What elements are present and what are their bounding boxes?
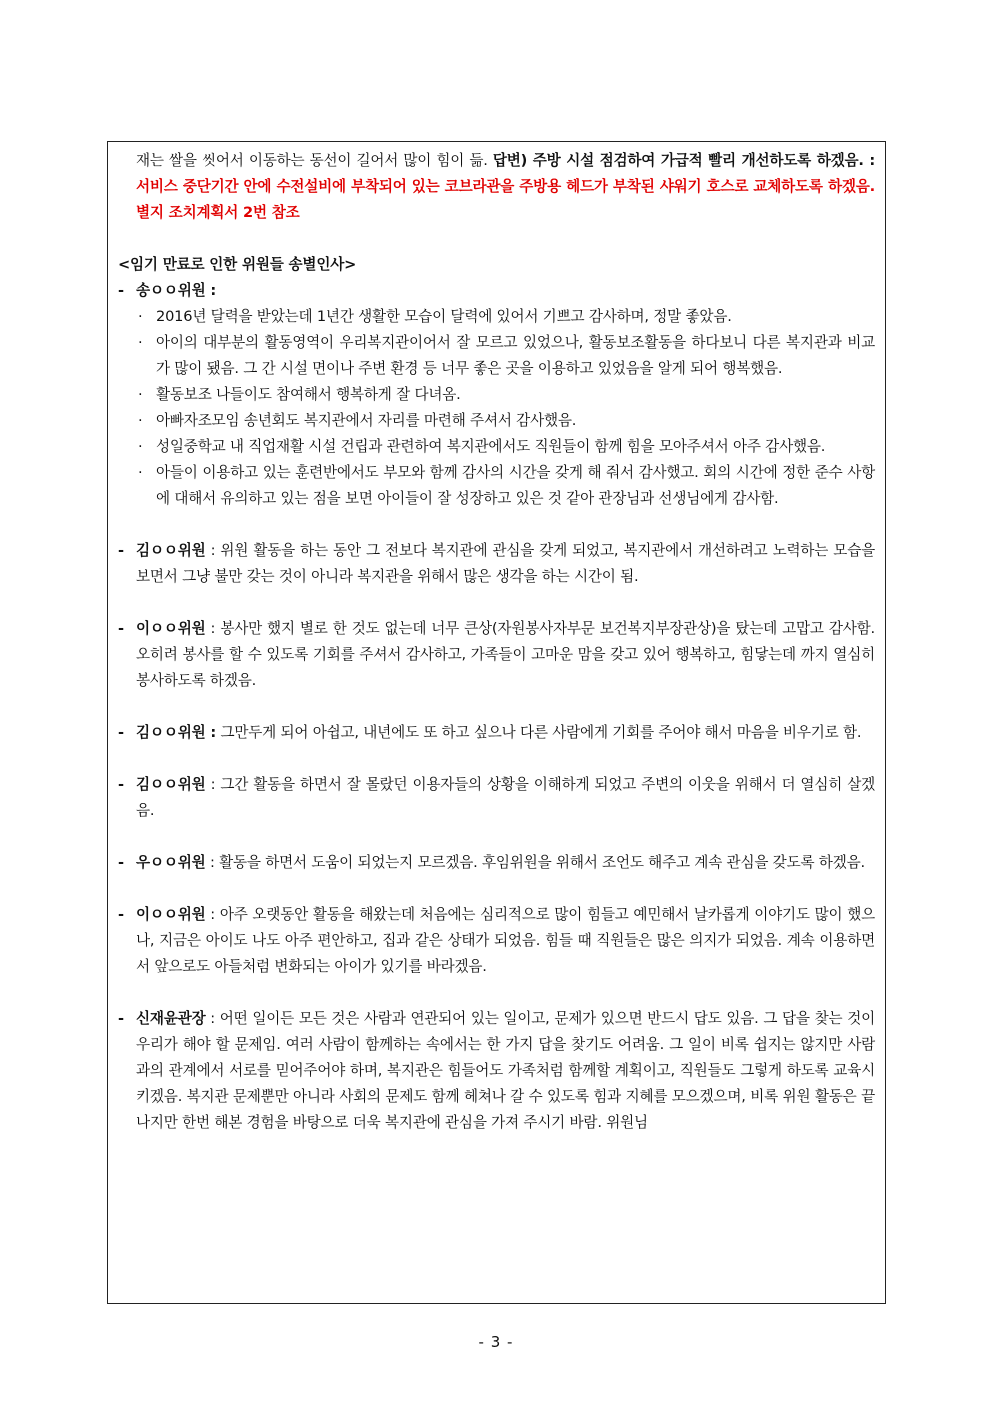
section-heading: <임기 만료로 인한 위원들 송별인사> bbox=[118, 256, 357, 273]
dash-marker: - bbox=[118, 620, 124, 637]
member-song bbox=[118, 278, 875, 304]
director-remark bbox=[118, 1006, 875, 1136]
intro-answer-text: 답변) 주방 시설 점검하여 가급적 빨리 개선하도록 하겠음. : bbox=[492, 152, 875, 169]
member-remark bbox=[118, 616, 875, 694]
bullet-item: · 아들이 이용하고 있는 훈련반에서도 부모와 함께 감사의 시간을 갖게 해 줘서 감사했고. 회의 시간에 정한 준수 사항에 대해서 유의하고 있는 점을 보면 아이들이 잘 성장하고 있은 것 같아 관장님과 선생님에게 감사함. bbox=[156, 460, 875, 512]
dash-marker: - bbox=[118, 854, 124, 871]
member-name: 이ㅇㅇ위원 bbox=[136, 620, 206, 637]
dash-marker: - bbox=[118, 724, 124, 741]
song-bullet-list bbox=[118, 304, 875, 512]
page-number: - 3 - bbox=[478, 1333, 514, 1351]
member-name: 김ㅇㅇ위원 bbox=[136, 542, 206, 559]
member-remark-text: 그만두게 되어 아쉽고, 내년에도 또 하고 싶으나 다른 사람에게 기회를 주어야 해서 마음을 비우기로 함. bbox=[216, 724, 862, 741]
intro-action-plan-text: 서비스 중단기간 안에 수전설비에 부착되어 있는 코브라관을 주방용 헤드가 부착된 샤워기 호스로 교체하도록 하겠음. 별지 조치계획서 2번 참조 bbox=[136, 178, 875, 221]
member-remark-text: : 봉사만 했지 별로 한 것도 없는데 너무 큰상(자원봉사자부문 보건복지부장관상)을 탔는데 고맙고 감사함. 오히려 봉사를 할 수 있도록 기회를 주셔서 감사하고, 가족들이 고마운 맘을 갖고 있어 행복하고, 힘닿는데 까지 열심히 봉사하도록 하겠음. bbox=[136, 620, 875, 689]
member-remark-text: : 아주 오랫동안 활동을 해왔는데 처음에는 심리적으로 많이 힘들고 예민해서 날카롭게 이야기도 많이 했으나, 지금은 아이도 나도 아주 편안하고, 집과 같은 상태가 되었음. 힘들 때 직원들은 많은 의지가 되었음. 계속 이용하면서 앞으로도 아들처럼 변화되는 아이가 있기를 바라겠음. bbox=[136, 906, 875, 975]
intro-paragraph bbox=[118, 148, 875, 226]
bullet-item: · 아이의 대부분의 활동영역이 우리복지관이어서 잘 모르고 있었으나, 활동보조활동을 하다보니 다른 복지관과 비교가 많이 됐음. 그 간 시설 면이나 주변 환경 등 너무 좋은 곳을 이용하고 있었음을 알게 되어 행복했음. bbox=[156, 330, 875, 382]
dash-marker: - bbox=[118, 282, 124, 299]
member-remark bbox=[118, 720, 875, 746]
director-name: 신재윤관장 bbox=[136, 1010, 206, 1027]
director-remark-text: : 어떤 일이든 모든 것은 사람과 연관되어 있는 일이고, 문제가 있으면 반드시 답도 있음. 그 답을 찾는 것이 우리가 해야 할 문제임. 여러 사람이 함께하는 속에서는 한 가지 답을 찾기도 어려움. 그 일이 비록 쉽지는 않지만 사람과의 관계에서 서로를 믿어주어야 하며, 복지관은 힘들어도 가족처럼 함께할 계획이고, 직원들도 그렇게 하도록 교육시키겠음. 복지관 문제뿐만 아니라 사회의 문제도 함께 헤쳐나 갈 수 있도록 힘과 지혜를 모으겠으며, 비록 위원 활동은 끝나지만 한번 해본 경험을 바탕으로 더욱 복지관에 관심을 가져 주시기 바람. 위원님 bbox=[136, 1010, 875, 1131]
member-remark bbox=[118, 538, 875, 590]
document-body bbox=[118, 148, 875, 1136]
member-name: 우ㅇㅇ위원 bbox=[136, 854, 206, 871]
member-remark-text: : 그간 활동을 하면서 잘 몰랐던 이용자들의 상황을 이해하게 되었고 주변의 이웃을 위해서 더 열심히 살겠음. bbox=[136, 776, 875, 819]
member-remark bbox=[118, 902, 875, 980]
bullet-item: · 성일중학교 내 직업재활 시설 건립과 관련하여 복지관에서도 직원들이 함께 힘을 모아주셔서 아주 감사했음. bbox=[156, 434, 875, 460]
member-remark bbox=[118, 850, 875, 876]
dash-marker: - bbox=[118, 542, 124, 559]
dash-marker: - bbox=[118, 776, 124, 793]
bullet-item: · 2016년 달력을 받았는데 1년간 생활한 모습이 달력에 있어서 기쁘고 감사하며, 정말 좋았음. bbox=[156, 304, 875, 330]
member-name: 이ㅇㅇ위원 bbox=[136, 906, 206, 923]
member-name: 김ㅇㅇ위원 bbox=[136, 776, 206, 793]
dash-marker: - bbox=[118, 1010, 124, 1027]
intro-plain-text: 재는 쌀을 씻어서 이동하는 동선이 길어서 많이 힘이 듦. bbox=[136, 152, 493, 169]
member-remark-text: : 위원 활동을 하는 동안 그 전보다 복지관에 관심을 갖게 되었고, 복지관에서 개선하려고 노력하는 모습을 보면서 그냥 불만 갖는 것이 아니라 복지관을 위해서 많은 생각을 하는 시간이 됨. bbox=[136, 542, 875, 585]
bullet-item: · 아빠자조모임 송년회도 복지관에서 자리를 마련해 주셔서 감사했음. bbox=[156, 408, 875, 434]
member-remark bbox=[118, 772, 875, 824]
document-frame bbox=[107, 141, 886, 1304]
member-name: 송ㅇㅇ위원 : bbox=[136, 282, 217, 299]
bullet-item: · 활동보조 나들이도 참여해서 행복하게 잘 다녀옴. bbox=[156, 382, 875, 408]
dash-marker: - bbox=[118, 906, 124, 923]
member-name: 김ㅇㅇ위원 : bbox=[136, 724, 217, 741]
member-remark-text: : 활동을 하면서 도움이 되었는지 모르겠음. 후임위원을 위해서 조언도 해주고 계속 관심을 갖도록 하겠음. bbox=[205, 854, 865, 871]
